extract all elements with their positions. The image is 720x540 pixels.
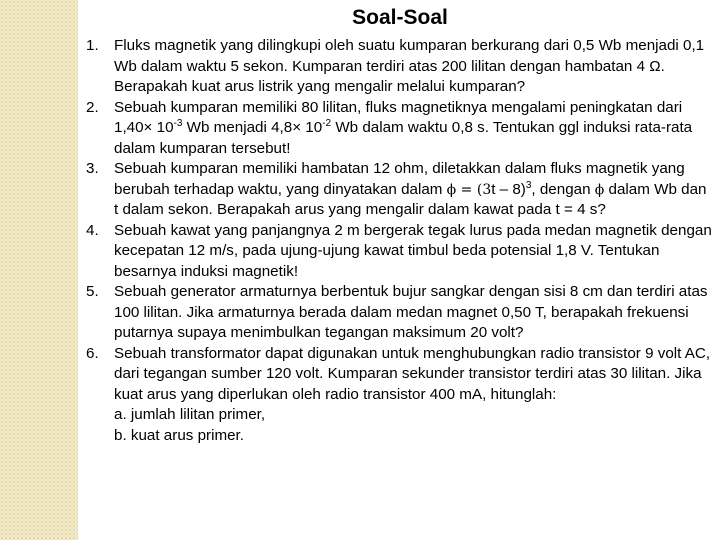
question-2 bbox=[86, 98, 714, 160]
question-number: 2. bbox=[86, 98, 99, 116]
sub-item: a. jumlah lilitan primer, bbox=[114, 406, 266, 423]
exponent: 3 bbox=[525, 179, 532, 191]
page-title: Soal-Soal bbox=[352, 6, 448, 29]
question-text-part: Wb dalam waktu 0,8 s. Tentukan ggl induksi rata-rata dalam kumparan tersebut! bbox=[114, 119, 693, 157]
question-number: 3. bbox=[86, 160, 99, 177]
question-text-part: dalam Wb dan t dalam sekon. Berapakah arus yang mengalir dalam kawat pada t = 4 s? bbox=[114, 180, 707, 218]
sub-item-list bbox=[114, 405, 714, 446]
question-number: 5. bbox=[86, 283, 99, 300]
formula-text: = ( bbox=[456, 181, 483, 198]
question-text: Sebuah transformator dapat digunakan untuk menghubungkan radio transistor 9 volt AC, dari tegangan sumber 120 volt. Kumparan sekunder transistor terdiri atas 30 lilitan. Jika kuat arus yang diperlukan oleh radio transistor 400 mA, hitunglah: bbox=[114, 344, 711, 403]
exponent: -2 bbox=[322, 118, 332, 129]
question-text: Sebuah generator armaturnya berbentuk bujur sangkar dengan sisi 8 cm dan terdiri atas 100 lilitan. Jika armaturnya berada dalam medan magnet 0,50 T, berapakah frekuensi putarnya supaya menimbulkan tegangan maksimum 20 volt? bbox=[114, 283, 708, 341]
exponent: -3 bbox=[173, 118, 183, 129]
question-number: 1. bbox=[86, 37, 99, 54]
question-text-part: t – 8) bbox=[491, 180, 526, 198]
question-3 bbox=[86, 159, 714, 221]
question-text-part: , dengan bbox=[531, 180, 595, 198]
question-4 bbox=[86, 221, 714, 283]
question-5 bbox=[86, 282, 714, 344]
question-1 bbox=[86, 36, 714, 98]
decorative-side-strip bbox=[0, 0, 78, 540]
question-text: Fluks magnetik yang dilingkupi oleh suatu kumparan berkurang dari 0,5 Wb menjadi 0,1 Wb dalam waktu 5 sekon. Kumparan terdiri atas 200 lilitan dengan hambatan 4 Ω. Berapakah kuat arus listrik yang mengalir melalui kumparan? bbox=[114, 37, 705, 95]
question-text-part: Wb menjadi 4,8× 10 bbox=[182, 119, 323, 136]
question-number: 6. bbox=[86, 344, 99, 362]
question-text-part: Sebuah kumparan memiliki hambatan 12 ohm, diletakkan dalam fluks magnetik yang berubah terhadap waktu, yang dinyatakan dalam bbox=[114, 160, 685, 198]
formula-text: 3 bbox=[482, 181, 492, 198]
question-text-part: Sebuah kumparan memiliki 80 lilitan, fluks magnetiknya mengalami peningkatan dari 1,40× 10 bbox=[114, 98, 683, 136]
sub-item: b. kuat arus primer. bbox=[114, 426, 244, 444]
question-6 bbox=[86, 344, 714, 447]
phi-symbol: ϕ bbox=[446, 181, 457, 198]
question-number: 4. bbox=[86, 221, 99, 239]
question-text: Sebuah kawat yang panjangnya 2 m bergerak tegak lurus pada medan magnetik dengan kecepatan 12 m/s, pada ujung-ujung kawat timbul beda potensial 1,8 V. Tentukan besarnya induksi magnetik! bbox=[114, 221, 712, 280]
phi-symbol: ϕ bbox=[594, 181, 605, 198]
question-list bbox=[86, 36, 714, 446]
